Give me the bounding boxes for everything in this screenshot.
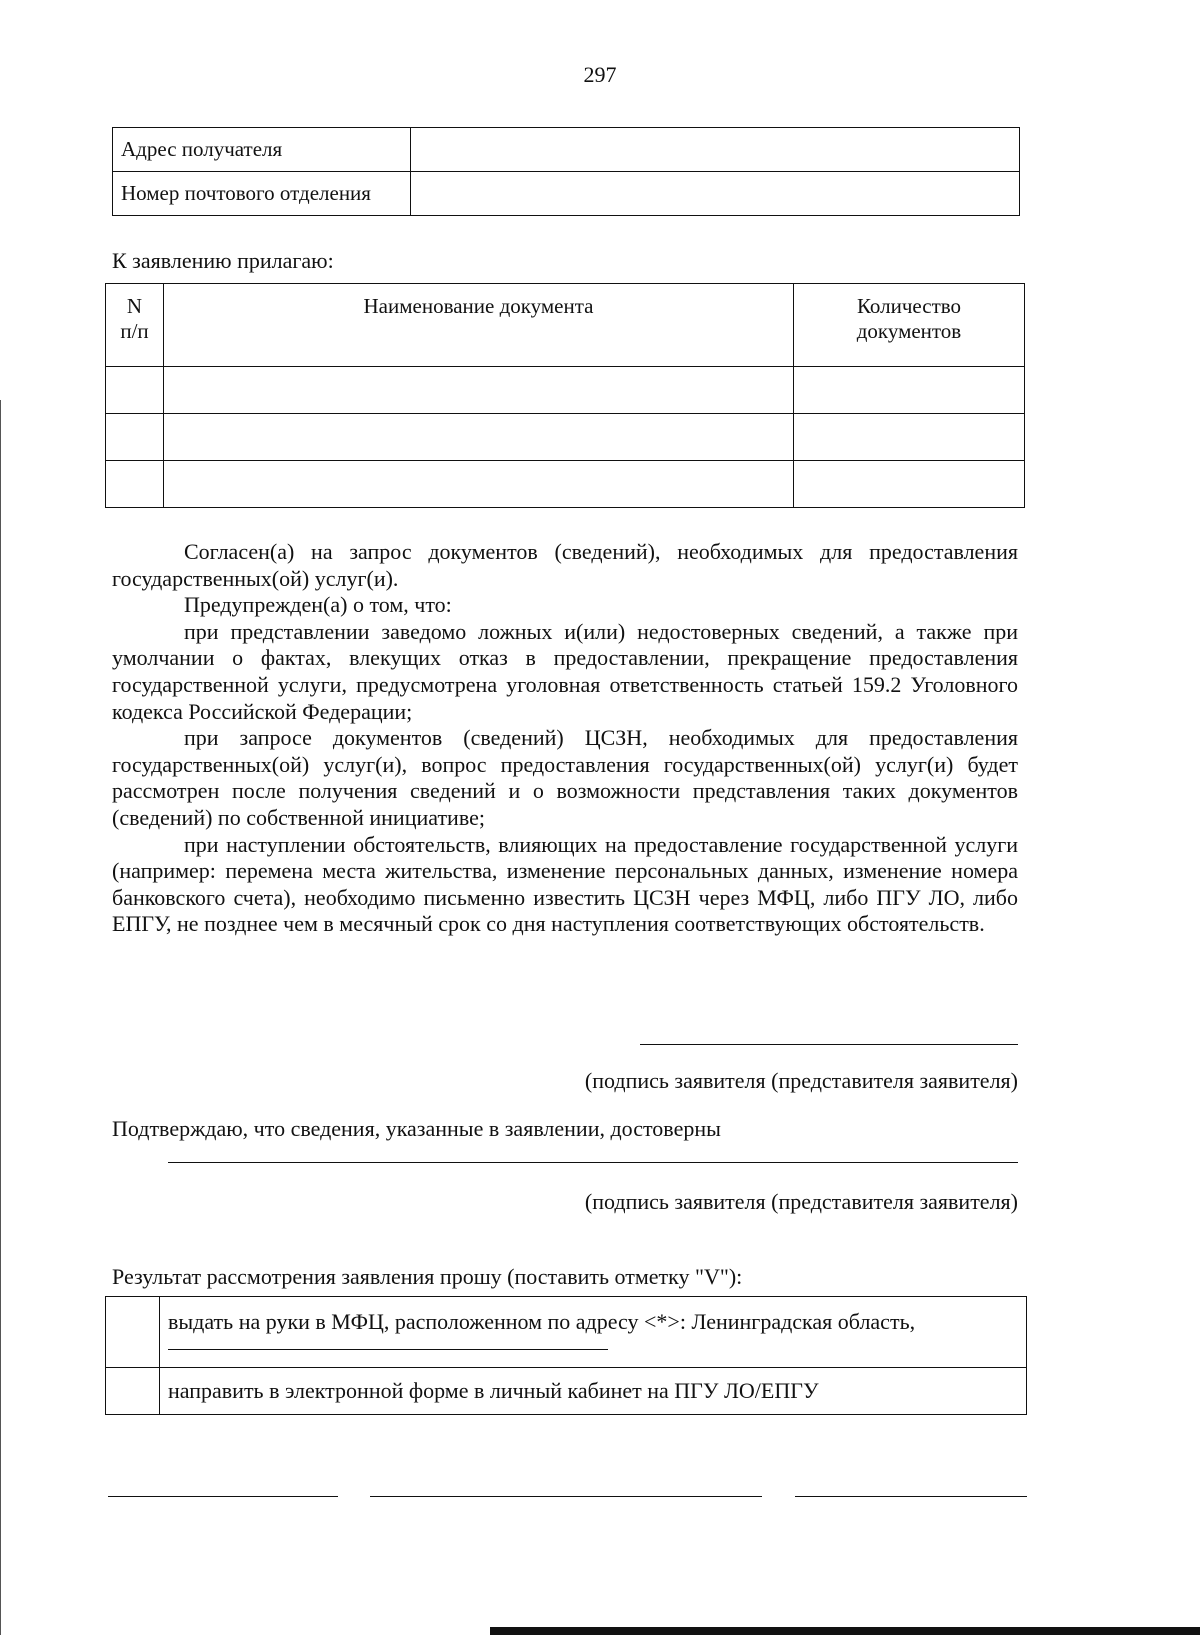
- table-row: [106, 461, 1025, 508]
- doc-number-cell[interactable]: [106, 461, 164, 508]
- doc-count-cell[interactable]: [794, 414, 1025, 461]
- footer-line-name[interactable]: [795, 1496, 1027, 1497]
- warning-request-docs: при запросе документов (сведений) ЦСЗН, необходимых для предоставления государственных(ой) услуг(и), вопрос предоставления государственных(ой) услуг(и) будет рассмотрен после получения сведений и о возможности представления таких документов (сведений) по собственной инициативе;: [112, 725, 1018, 830]
- result-caption: Результат рассмотрения заявления прошу (поставить отметку "V"):: [112, 1264, 743, 1289]
- scan-bottom-edge: [490, 1627, 1200, 1635]
- doc-number-cell[interactable]: [106, 414, 164, 461]
- doc-number-cell[interactable]: [106, 367, 164, 414]
- signature-caption-confirm: (подпись заявителя (представителя заявителя): [584, 1189, 1018, 1214]
- doc-count-cell[interactable]: [794, 461, 1025, 508]
- footer-line-signature[interactable]: [370, 1496, 762, 1497]
- doc-name-cell[interactable]: [164, 461, 794, 508]
- page-number: 297: [583, 62, 617, 87]
- recipient-address-label: Адрес получателя: [113, 128, 411, 172]
- col-header-number: [106, 284, 164, 367]
- signature-line-applicant[interactable]: [640, 1044, 1018, 1045]
- result-options-table: [105, 1296, 1027, 1415]
- col-header-number-line2: п/п: [120, 319, 149, 344]
- doc-name-cell[interactable]: [164, 414, 794, 461]
- doc-count-cell[interactable]: [794, 367, 1025, 414]
- doc-name-cell[interactable]: [164, 367, 794, 414]
- col-header-number-line1: N: [126, 294, 143, 318]
- table-row: [106, 1368, 1027, 1415]
- option-electronic-label: направить в электронной форме в личный кабинет на ПГУ ЛО/ЕПГУ: [160, 1368, 1027, 1415]
- table-row: [106, 414, 1025, 461]
- recipient-address-field[interactable]: [411, 128, 1020, 172]
- checkbox-mfc[interactable]: [106, 1297, 160, 1368]
- declaration-text: [112, 539, 1018, 938]
- footer-line-date[interactable]: [108, 1496, 338, 1497]
- warning-notify-changes: при наступлении обстоятельств, влияющих на предоставление государственной услуги (например: перемена места жительства, изменение персональных данных, изменение номера банковского счета), необходимо письменно известить ЦСЗН через МФЦ, либо ПГУ ЛО, либо ЕПГУ, не позднее чем в месячный срок со дня наступления соответствующих обстоятельств.: [112, 831, 1018, 937]
- recipient-table: [112, 127, 1020, 216]
- col-header-count-line2: документов: [856, 319, 962, 344]
- confirm-statement: Подтверждаю, что сведения, указанные в заявлении, достоверны: [112, 1116, 721, 1141]
- signature-line-confirm[interactable]: [168, 1162, 1018, 1163]
- mfc-address-line[interactable]: [168, 1349, 608, 1350]
- table-header-row: [106, 284, 1025, 367]
- signature-caption-applicant: (подпись заявителя (представителя заявителя): [584, 1068, 1018, 1093]
- postal-office-field[interactable]: [411, 172, 1020, 216]
- scan-edge-line: [0, 400, 1, 1635]
- consent-paragraph: Согласен(а) на запрос документов (сведений), необходимых для предоставления государственных(ой) услуг(и).: [112, 539, 1018, 591]
- table-row: [106, 367, 1025, 414]
- warning-intro: Предупрежден(а) о том, что:: [184, 592, 452, 618]
- col-header-name: Наименование документа: [164, 284, 794, 367]
- option-mfc: [160, 1297, 1027, 1368]
- col-header-count: [794, 284, 1025, 367]
- warning-false-info: при представлении заведомо ложных и(или) недостоверных сведений, а также при умолчании о фактах, влекущих отказ в предоставлении, прекращение предоставления государственной услуги, предусмотрена уголовная ответственность статьей 159.2 Уголовного кодекса Российской Федерации;: [112, 618, 1018, 724]
- table-row: [113, 172, 1020, 216]
- table-row: [113, 128, 1020, 172]
- postal-office-label: Номер почтового отделения: [113, 172, 411, 216]
- table-row: [106, 1297, 1027, 1368]
- col-header-count-line1: Количество: [856, 294, 962, 318]
- attachments-caption: К заявлению прилагаю:: [112, 248, 334, 273]
- checkbox-electronic[interactable]: [106, 1368, 160, 1415]
- option-mfc-label: выдать на руки в МФЦ, расположенном по адресу <*>: Ленинградская область,: [168, 1309, 916, 1334]
- attachments-table: [105, 283, 1025, 508]
